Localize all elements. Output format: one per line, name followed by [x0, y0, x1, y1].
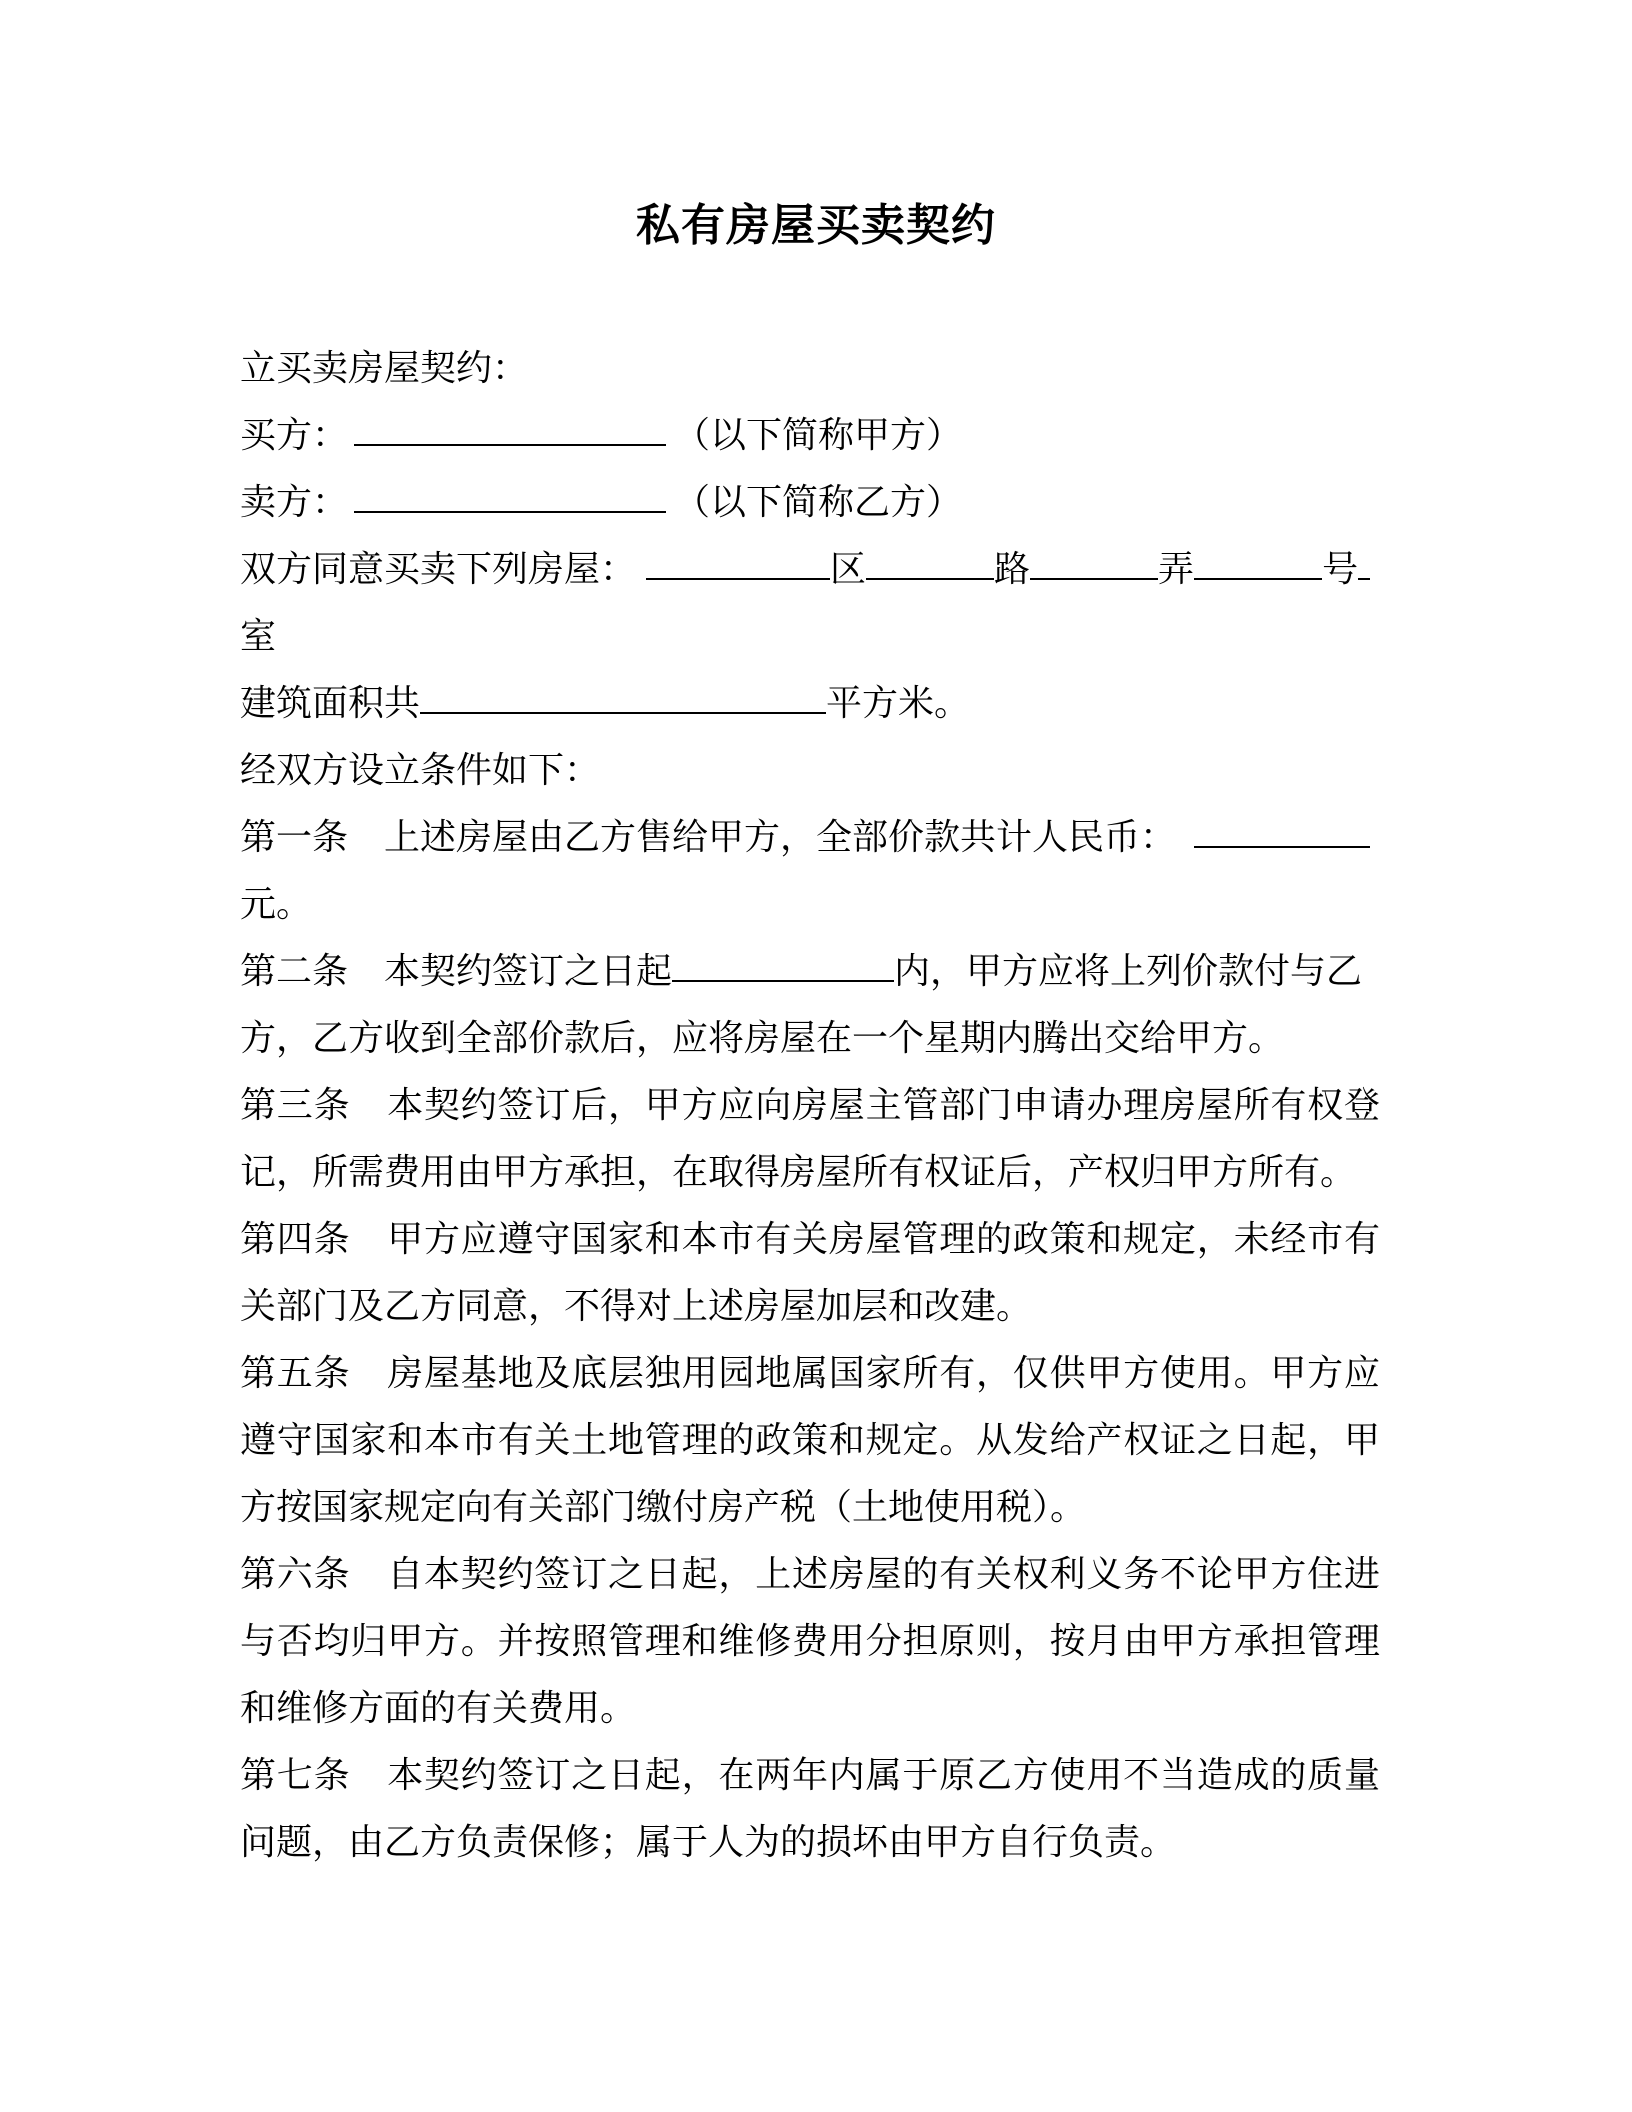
- article-2-cont: [240, 1005, 1380, 1072]
- area-unit: 平方米。: [826, 683, 971, 724]
- article-1: [240, 804, 1380, 871]
- intro-line: [240, 335, 1380, 402]
- price-blank: [1194, 804, 1370, 848]
- article-2-text-b: 内，甲方应将上列价款付与乙: [894, 951, 1363, 992]
- article-1-cont: [240, 871, 1380, 938]
- intro-text: 立买卖房屋契约：: [240, 348, 529, 389]
- house-label: 双方同意买卖下列房屋：: [240, 549, 637, 590]
- payment-period-blank: [672, 938, 894, 982]
- road-blank: [866, 536, 994, 580]
- buyer-line: [240, 402, 1380, 469]
- seller-name-blank: [354, 469, 666, 513]
- article-7: [240, 1742, 1380, 1876]
- article-1-unit: 元。: [240, 884, 313, 925]
- room-label: 室: [240, 616, 277, 657]
- buyer-name-blank: [354, 402, 666, 446]
- seller-label: 卖方：: [240, 482, 349, 523]
- buyer-suffix: （以下简称甲方）: [674, 415, 963, 456]
- article-2: [240, 938, 1380, 1005]
- article-1-head: 第一条: [240, 817, 349, 858]
- article-5-text: 房屋基地及底层独用园地属国家所有，仅供甲方使用。甲方应遵守国家和本市有关土地管理的政策和规定。从发给产权证之日起，甲方按国家规定向有关部门缴付房产税（土地使用税）。: [240, 1353, 1380, 1528]
- lane-label: 弄: [1158, 549, 1195, 590]
- area-blank: [420, 670, 826, 714]
- article-7-head: 第七条: [240, 1755, 351, 1796]
- house-address-line: [240, 536, 1380, 603]
- district-blank: [646, 536, 830, 580]
- article-5-head: 第五条: [240, 1353, 351, 1394]
- article-6-head: 第六条: [240, 1554, 351, 1595]
- district-label: 区: [830, 549, 867, 590]
- contract-body: [240, 335, 1380, 1876]
- lane-blank: [1030, 536, 1158, 580]
- seller-suffix: （以下简称乙方）: [674, 482, 963, 523]
- conditions-text: 经双方设立条件如下：: [240, 750, 601, 791]
- article-4-text: 甲方应遵守国家和本市有关房屋管理的政策和规定，未经市有关部门及乙方同意，不得对上述房屋加层和改建。: [240, 1219, 1380, 1327]
- article-6-text: 自本契约签订之日起，上述房屋的有关权利义务不论甲方住进与否均归甲方。并按照管理和维修费用分担原则，按月由甲方承担管理和维修方面的有关费用。: [240, 1554, 1380, 1729]
- room-blank: [1358, 536, 1370, 580]
- article-3-text: 本契约签订后，甲方应向房屋主管部门申请办理房屋所有权登记，所需费用由甲方承担，在取得房屋所有权证后，产权归甲方所有。: [240, 1085, 1380, 1193]
- number-label: 号: [1322, 549, 1359, 590]
- article-4: [240, 1206, 1380, 1340]
- conditions-line: [240, 737, 1380, 804]
- article-2-text-a: 本契约签订之日起: [384, 951, 673, 992]
- article-7-text: 本契约签订之日起，在两年内属于原乙方使用不当造成的质量问题，由乙方负责保修；属于人为的损坏由甲方自行负责。: [240, 1755, 1380, 1863]
- area-line: [240, 670, 1380, 737]
- seller-line: [240, 469, 1380, 536]
- article-3-head: 第三条: [240, 1085, 351, 1126]
- buyer-label: 买方：: [240, 415, 349, 456]
- article-3: [240, 1072, 1380, 1206]
- article-6: [240, 1541, 1380, 1742]
- road-label: 路: [994, 549, 1031, 590]
- document-title: 私有房屋买卖契约: [636, 200, 996, 251]
- article-4-head: 第四条: [240, 1219, 351, 1260]
- article-2-head: 第二条: [240, 951, 349, 992]
- article-1-text: 上述房屋由乙方售给甲方，全部价款共计人民币：: [384, 817, 1177, 858]
- room-line: [240, 603, 1380, 670]
- article-5: [240, 1340, 1380, 1541]
- area-label: 建筑面积共: [240, 683, 421, 724]
- number-blank: [1194, 536, 1322, 580]
- article-2-text-c: 方，乙方收到全部价款后，应将房屋在一个星期内腾出交给甲方。: [240, 1018, 1285, 1059]
